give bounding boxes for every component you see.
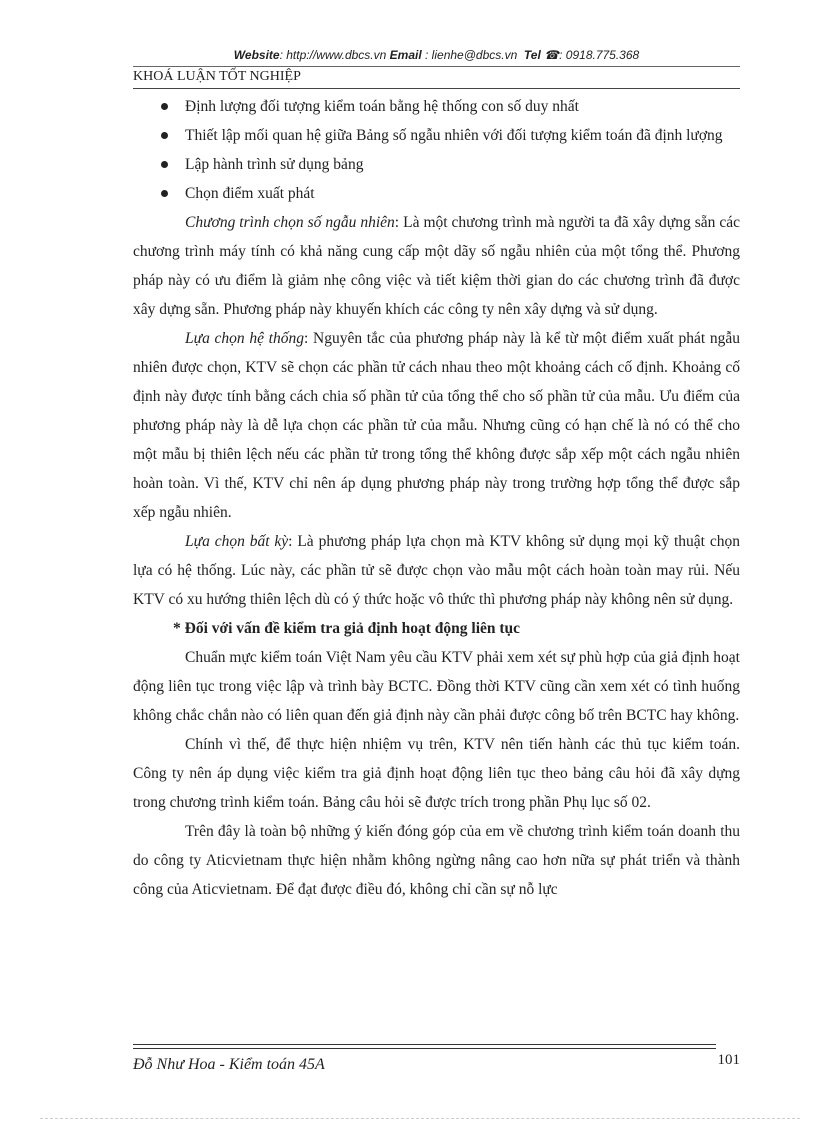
list-item [133,92,740,121]
email-value: : lienhe@dbcs.vn [425,48,518,62]
page-footer [133,1044,740,1084]
footer-divider [133,1044,716,1045]
paragraph-procedures: Chính vì thế, để thực hiện nhiệm vụ trên, KTV nên tiến hành các thủ tục kiểm toán. Công ty nên áp dụng việc kiểm tra giả định hoạt động liên tục theo bảng câu hỏi đã xây dựng trong chương trình kiểm toán. Bảng câu hỏi sẽ được trích trong phần Phụ lục số 02. [133,736,740,811]
tel-value: : 0918.775.368 [559,48,640,62]
paragraph-haphazard [133,527,740,614]
bullet-icon [161,132,168,139]
list-item-text: Định lượng đối tượng kiểm toán bằng hệ thống con số duy nhất [185,98,579,115]
phone-icon: ☎ [544,48,560,62]
website-value: : http://www.dbcs.vn [279,48,387,62]
header-underline [133,88,740,89]
bullet-icon [161,103,168,110]
website-label: Website [233,48,280,62]
list-item [133,150,740,179]
paragraph-text: : Nguyên tắc của phương pháp này là kể từ một điểm xuất phát ngẫu nhiên được chọn, KTV sẽ chọn các phần tử cách nhau theo một khoảng cách cố định. Khoảng cố định này được tính bằng cách chia số phần tử của tổng thể cho số phần tử của mẫu. Ưu điểm của phương pháp này là dễ lựa chọn các phần tử của mẫu. Nhưng cũng có hạn chế là nó có thể cho một mẫu bị thiên lệch nếu các phần tử trong tổng thể không được sắp xếp một cách ngẫu nhiên hoàn toàn. Vì thế, KTV chỉ nên áp dụng phương pháp này trong trường hợp tổng thể được sắp xếp ngẫu nhiên. [133,330,740,521]
paragraph-standard: Chuẩn mực kiểm toán Việt Nam yêu cầu KTV phải xem xét sự phù hợp của giả định hoạt động liên tục trong việc lập và trình bày BCTC. Đồng thời KTV cũng cần xem xét có tình huống không chắc chắn nào có liên quan đến giả định này cần phải được công bố trên BCTC hay không. [133,649,740,724]
paragraph-text: : Là một chương trình mà người ta đã xây dựng sẵn các chương trình máy tính có khả năng cung cấp một dãy số ngẫu nhiên của một tổng thể. Phương pháp này có ưu điểm là giảm nhẹ công việc và tiết kiệm thời gian do các chương trình đã được xây dựng sẵn. Phương pháp này khuyến khích các công ty nên xây dựng và sử dụng. [133,214,740,318]
page-edge [40,1118,800,1119]
list-item-text: Chọn điểm xuất phát [185,185,315,202]
bullet-list [133,92,740,208]
term-random-program: Chương trình chọn số ngẫu nhiên [185,214,395,231]
thesis-title: KHOÁ LUẬN TỐT NGHIỆP [133,69,301,84]
paragraph-random-program [133,208,740,324]
list-item [133,179,740,208]
section-heading: * Đối với vấn đề kiểm tra giả định hoạt động liên tục [173,620,521,637]
list-item [133,121,740,150]
list-item-text: Lập hành trình sử dụng bảng [185,156,364,173]
page-body [133,92,740,904]
paragraph-text: : Là phương pháp lựa chọn mà KTV không sử dụng mọi kỹ thuật chọn lựa có hệ thống. Lúc này, các phần tử sẽ được chọn vào mẫu một cách hoàn toàn may rủi. Nếu KTV có xu hướng thiên lệch dù có ý thức hoặc vô thức thì phương pháp này không nên sử dụng. [133,533,740,608]
page-number: 101 [717,1052,740,1068]
footer-divider [133,1048,716,1049]
term-haphazard: Lựa chọn bất kỳ [185,533,289,550]
contact-line [133,48,740,62]
tel-label: Tel [523,48,541,62]
header-divider [133,66,740,67]
footer-author: Đỗ Như Hoa - Kiểm toán 45A [133,1056,325,1073]
paragraph-systematic [133,324,740,527]
term-systematic: Lựa chọn hệ thống [185,330,304,347]
page-header [133,48,740,90]
paragraph-conclusion: Trên đây là toàn bộ những ý kiến đóng góp của em về chương trình kiểm toán doanh thu do công ty Aticvietnam thực hiện nhằm không ngừng nâng cao hơn nữa sự phát triển và thành công của Aticvietnam. Để đạt được điều đó, không chỉ cần sự nỗ lực [133,823,740,898]
bullet-icon [161,190,168,197]
list-item-text: Thiết lập mối quan hệ giữa Bảng số ngẫu nhiên với đối tượng kiểm toán đã định lượng [185,127,723,144]
email-label: Email [389,48,422,62]
bullet-icon [161,161,168,168]
